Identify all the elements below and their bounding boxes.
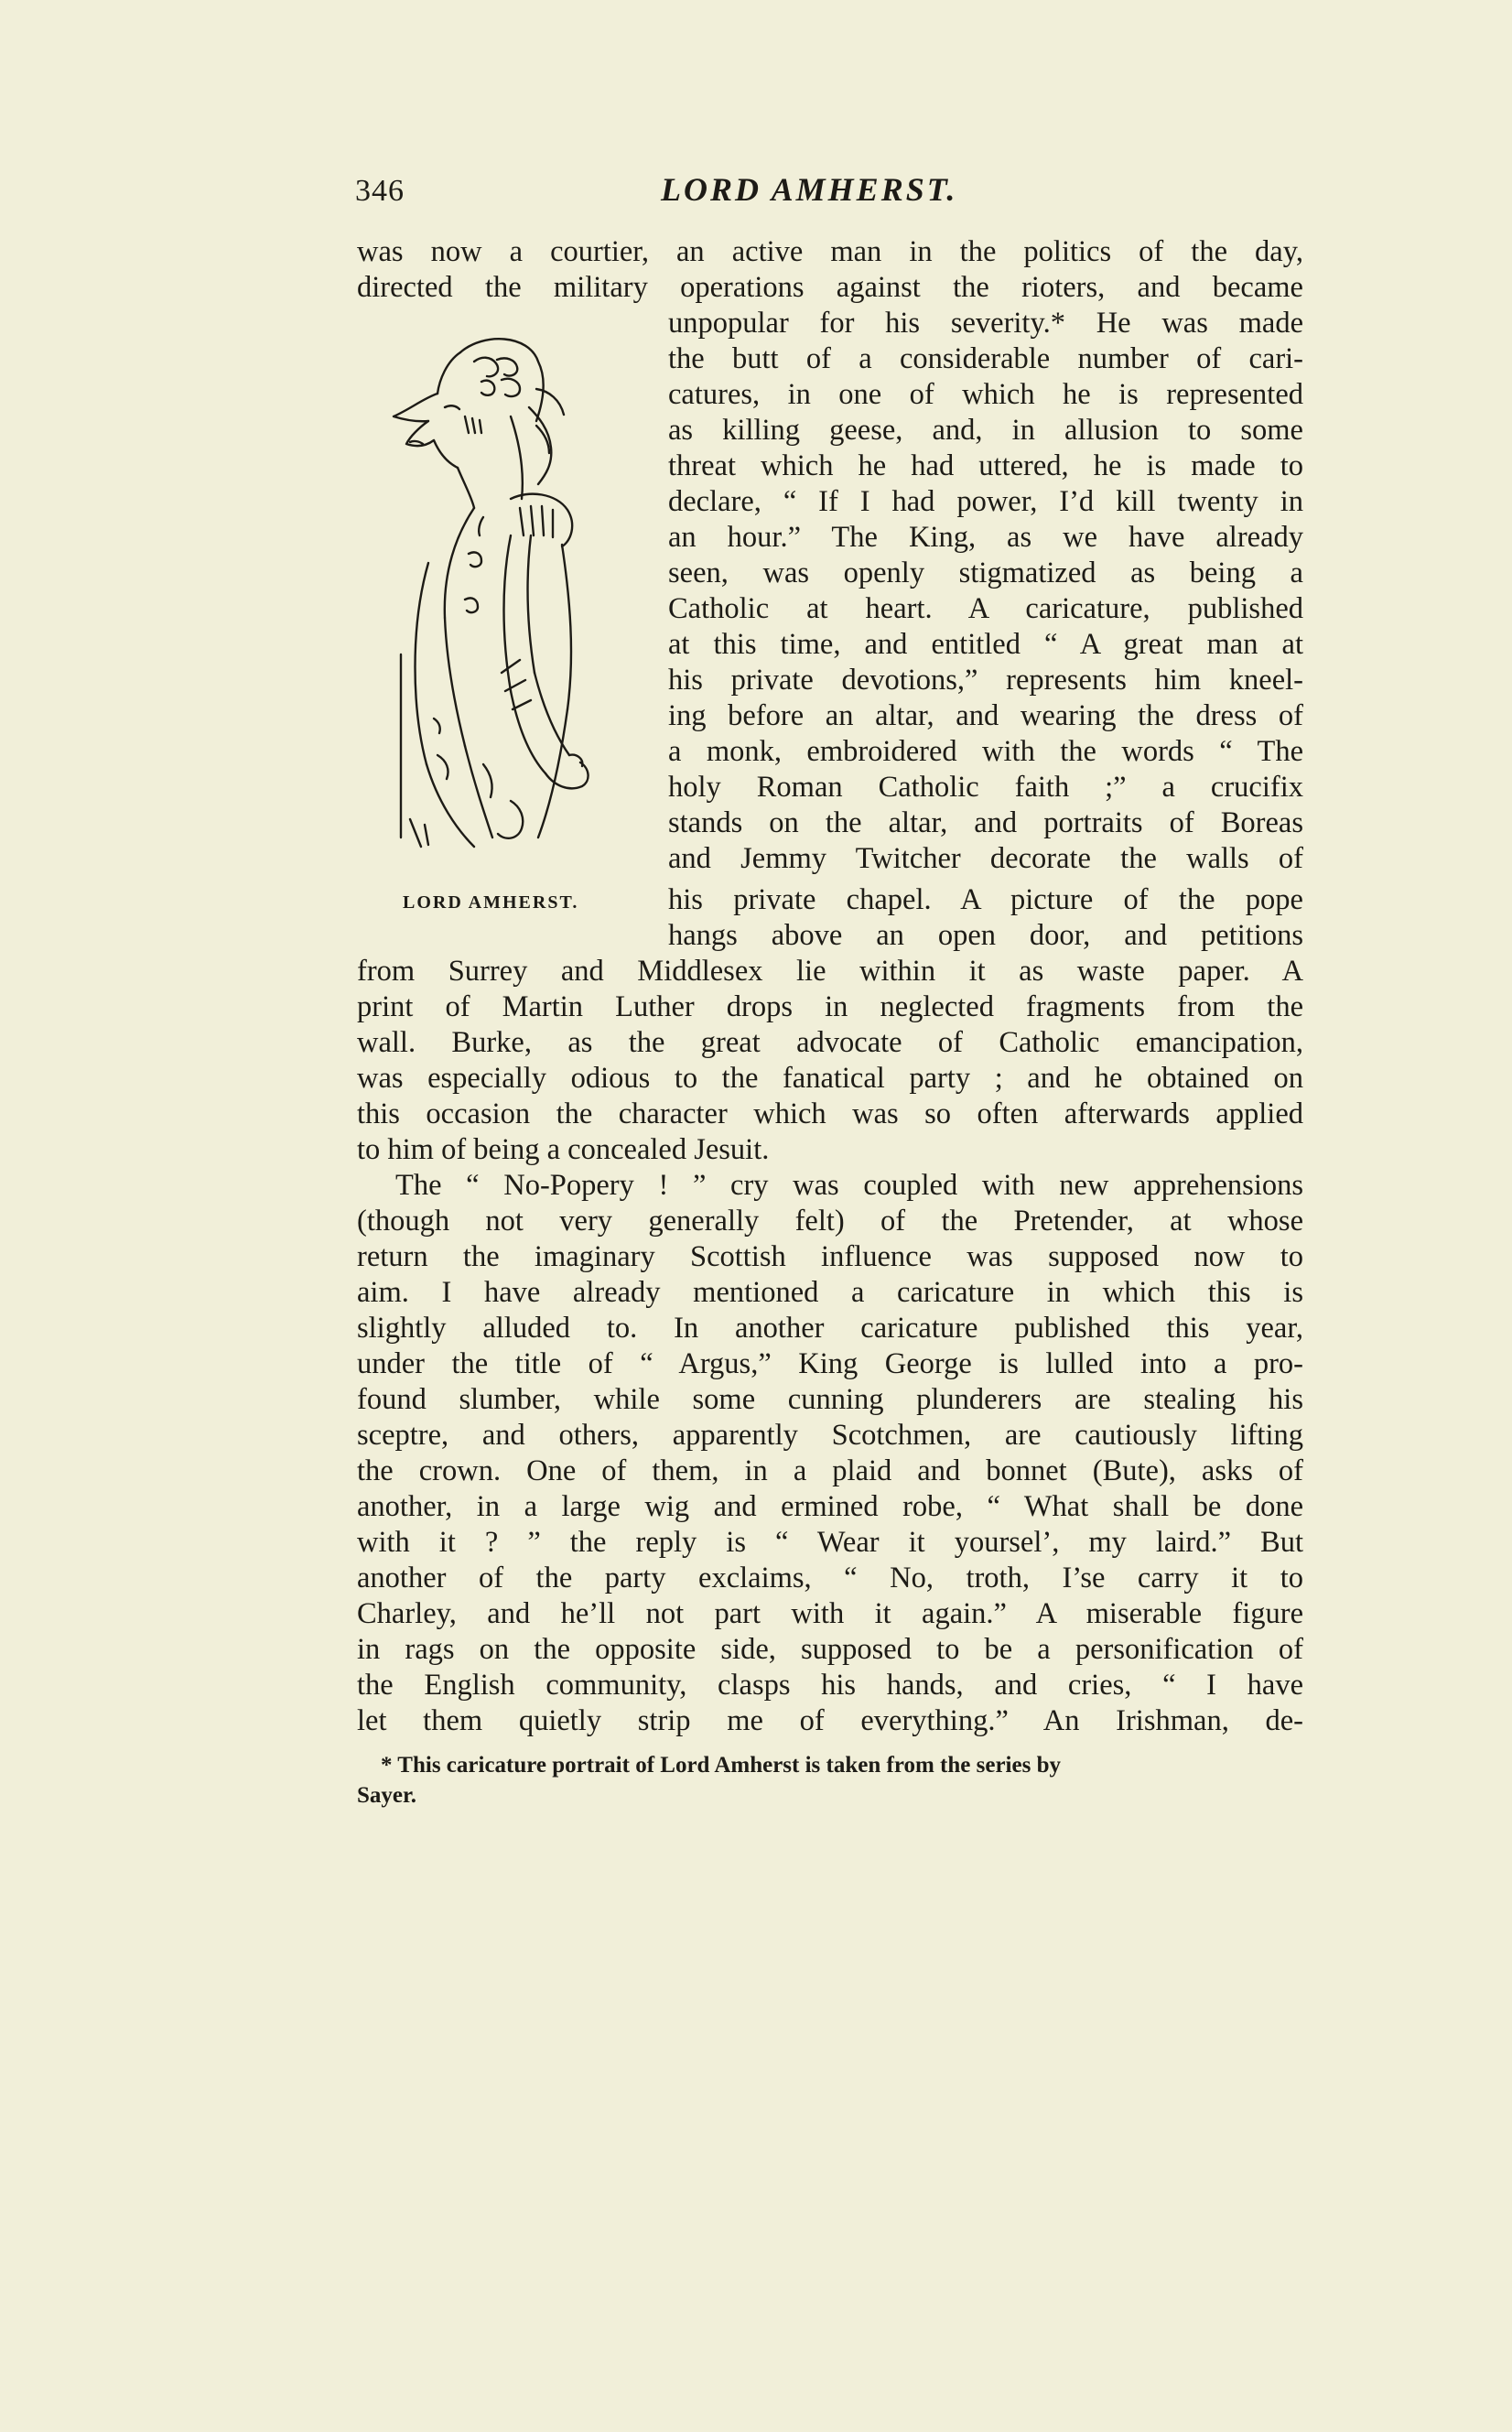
figure-caption: LORD AMHERST. bbox=[403, 892, 579, 913]
text-line: in rags on the opposite side, supposed to be a personification of bbox=[357, 1633, 1303, 1666]
text-line: with it ? ” the reply is “ Wear it yoursel’, my laird.” But bbox=[357, 1526, 1303, 1559]
text-line: and Jemmy Twitcher decorate the walls of bbox=[668, 842, 1303, 875]
text-line: Catholic at heart. A caricature, published bbox=[668, 592, 1303, 625]
text-line: ing before an altar, and wearing the dress of bbox=[668, 699, 1303, 732]
footnote-line: Sayer. bbox=[357, 1783, 417, 1808]
caricature-illustration bbox=[373, 325, 648, 874]
text-line: catures, in one of which he is represented bbox=[668, 378, 1303, 411]
text-line: declare, “ If I had power, I’d kill twenty in bbox=[668, 485, 1303, 518]
text-line: under the title of “ Argus,” King George is lulled into a pro- bbox=[357, 1347, 1303, 1380]
text-line: threat which he had uttered, he is made to bbox=[668, 449, 1303, 482]
text-line: print of Martin Luther drops in neglected fragments from the bbox=[357, 990, 1303, 1023]
text-line: aim. I have already mentioned a caricature in which this is bbox=[357, 1276, 1303, 1309]
text-line: another, in a large wig and ermined robe, “ What shall be done bbox=[357, 1490, 1303, 1523]
footnote-line: * This caricature portrait of Lord Amherst is taken from the series by bbox=[381, 1753, 1061, 1778]
text-line: sceptre, and others, apparently Scotchmen, are cautiously lifting bbox=[357, 1419, 1303, 1452]
text-line: a monk, embroidered with the words “ The bbox=[668, 735, 1303, 768]
text-line: (though not very generally felt) of the Pretender, at whose bbox=[357, 1205, 1303, 1238]
text-line: as killing geese, and, in allusion to some bbox=[668, 414, 1303, 447]
running-title: LORD AMHERST. bbox=[661, 171, 958, 208]
text-line: slightly alluded to. In another caricature published this year, bbox=[357, 1312, 1303, 1345]
text-line: from Surrey and Middlesex lie within it as waste paper. A bbox=[357, 955, 1303, 988]
text-line: wall. Burke, as the great advocate of Catholic emancipation, bbox=[357, 1026, 1303, 1059]
text-line: was now a courtier, an active man in the politics of the day, bbox=[357, 235, 1303, 268]
text-line: holy Roman Catholic faith ;” a crucifix bbox=[668, 771, 1303, 804]
text-line: let them quietly strip me of everything.” An Irishman, de- bbox=[357, 1704, 1303, 1737]
text-line: found slumber, while some cunning plunderers are stealing his bbox=[357, 1383, 1303, 1416]
text-line: stands on the altar, and portraits of Boreas bbox=[668, 806, 1303, 839]
text-line: return the imaginary Scottish influence was supposed now to bbox=[357, 1240, 1303, 1273]
text-line: was especially odious to the fanatical party ; and he obtained on bbox=[357, 1062, 1303, 1095]
text-line: this occasion the character which was so often afterwards applied bbox=[357, 1097, 1303, 1130]
text-line: hangs above an open door, and petitions bbox=[668, 919, 1303, 952]
text-line: an hour.” The King, as we have already bbox=[668, 521, 1303, 554]
text-line: the English community, clasps his hands, and cries, “ I have bbox=[357, 1669, 1303, 1702]
text-line: directed the military operations against the rioters, and became bbox=[357, 271, 1303, 304]
text-line: seen, was openly stigmatized as being a bbox=[668, 557, 1303, 589]
text-line: Charley, and he’ll not part with it again.” A miserable figure bbox=[357, 1597, 1303, 1630]
text-line: unpopular for his severity.* He was made bbox=[668, 307, 1303, 340]
text-line: at this time, and entitled “ A great man at bbox=[668, 628, 1303, 661]
text-line: The “ No-Popery ! ” cry was coupled with new apprehensions bbox=[395, 1169, 1303, 1202]
text-line: the crown. One of them, in a plaid and bonnet (Bute), asks of bbox=[357, 1454, 1303, 1487]
text-line: another of the party exclaims, “ No, troth, I’se carry it to bbox=[357, 1562, 1303, 1594]
text-line: his private devotions,” represents him kneel- bbox=[668, 664, 1303, 697]
text-line: the butt of a considerable number of cari- bbox=[668, 342, 1303, 375]
page-number: 346 bbox=[355, 174, 405, 208]
text-line: his private chapel. A picture of the pope bbox=[668, 883, 1303, 916]
text-line: to him of being a concealed Jesuit. bbox=[357, 1133, 770, 1166]
